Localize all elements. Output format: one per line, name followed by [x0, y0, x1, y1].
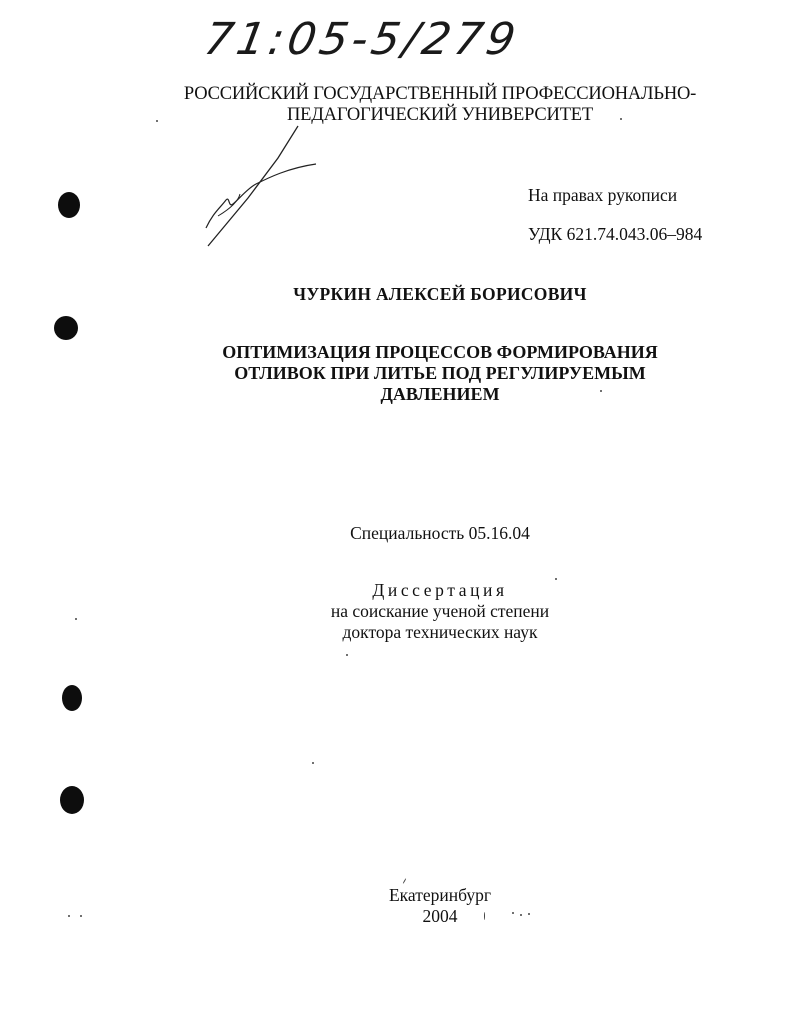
scan-speckle — [75, 618, 77, 620]
scan-speckle — [528, 913, 530, 915]
scan-speckle — [512, 912, 514, 914]
university-name — [0, 84, 798, 126]
scan-speckle — [80, 915, 82, 917]
signature-scribble — [178, 118, 318, 253]
scan-speckle — [68, 915, 70, 917]
degree-line-1: на соискание ученой степени — [330, 601, 550, 621]
scan-speckle — [600, 390, 602, 392]
ink-blot — [58, 192, 80, 218]
scan-speckle — [520, 914, 522, 916]
university-line-2: ПЕДАГОГИЧЕСКИЙ УНИВЕРСИТЕТ — [286, 105, 593, 125]
udk-code: УДК 621.74.043.06–984 — [528, 224, 703, 244]
scan-speckle — [403, 878, 407, 884]
dissertation-label: Диссертация — [372, 580, 508, 600]
ink-blot — [54, 316, 78, 340]
scan-speckle — [156, 120, 158, 122]
scan-speckle — [312, 762, 314, 764]
year: 2004 — [422, 906, 458, 926]
rights-note: На правах рукописи — [528, 185, 678, 205]
specialty: Специальность 05.16.04 — [350, 523, 530, 543]
university-line-1: РОССИЙСКИЙ ГОСУДАРСТВЕННЫЙ ПРОФЕССИОНАЛЬНО- — [183, 84, 697, 104]
title-line-3: ДАВЛЕНИЕМ — [380, 384, 500, 404]
scan-speckle — [484, 912, 485, 920]
title-line-1: ОПТИМИЗАЦИЯ ПРОЦЕССОВ ФОРМИРОВАНИЯ — [222, 342, 658, 362]
author-name: ЧУРКИН АЛЕКСЕЙ БОРИСОВИЧ — [293, 284, 587, 304]
place-and-year — [0, 885, 798, 927]
ink-blot — [60, 786, 84, 814]
ink-blot — [62, 685, 82, 711]
degree-line-2: доктора технических наук — [342, 622, 538, 642]
city: Екатеринбург — [388, 885, 492, 905]
archive-number-handwritten: 71:05-5/279 — [200, 14, 524, 65]
dissertation-title — [0, 342, 798, 405]
dissertation-block — [0, 580, 798, 643]
scan-speckle — [346, 654, 348, 656]
scan-speckle — [620, 118, 622, 120]
title-line-2: ОТЛИВОК ПРИ ЛИТЬЕ ПОД РЕГУЛИРУЕМЫМ — [234, 363, 646, 383]
scan-speckle — [555, 578, 557, 580]
